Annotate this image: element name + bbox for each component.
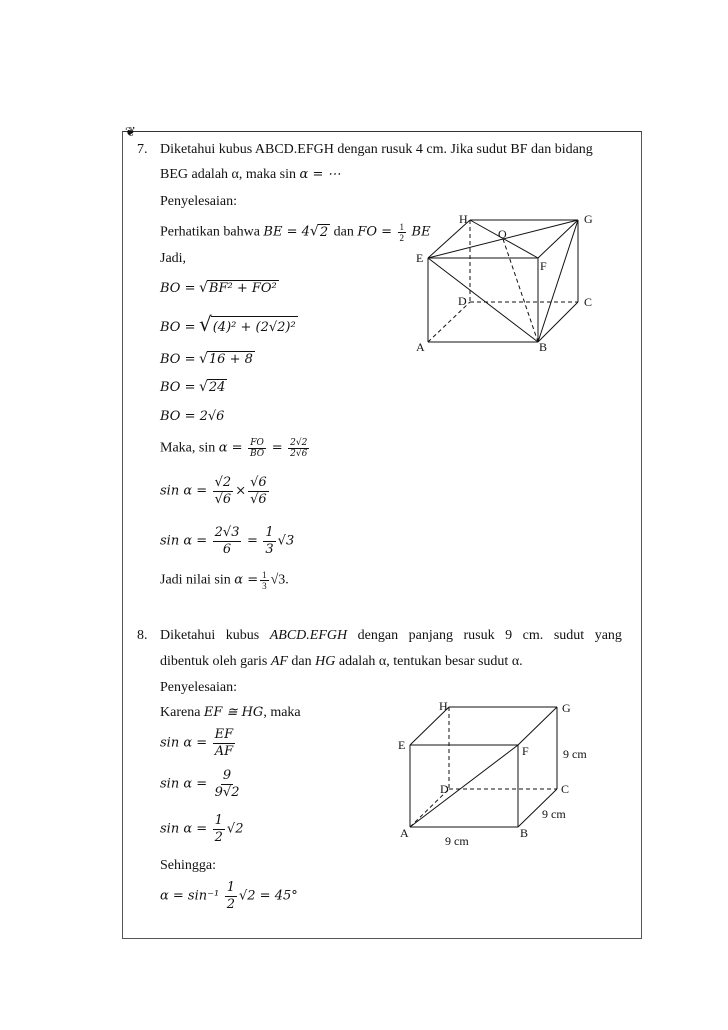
q7-perhatikan-line: Perhatikan bahwa BE = 4√2 dan FO = $\frac{1}{2}$ BE (160, 222, 431, 243)
q8-number: 8. (137, 628, 148, 643)
label-h: H (439, 699, 448, 713)
edge-fg (518, 707, 557, 745)
q7-line1: Diketahui kubus ABCD.EFGH dengan rusuk 4 cm. Jika sudut BF dan bidang (160, 142, 593, 157)
q8-cube-diagram (392, 697, 607, 852)
q8-sin2: sin α = $\frac{9}{9√2}$ (160, 768, 240, 800)
q7-sin1-frac1: $\frac{√2}{√6}$ (214, 475, 232, 507)
q7-penyelesaian: Penyelesaian: (160, 194, 237, 209)
q7-perhatikan: Perhatikan bahwa (160, 224, 260, 240)
q8-line1: Diketahui kubus ABCD.EFGH dengan panjang rusuk 9 cm. sudut yang (160, 628, 622, 643)
q7-maka-frac2: $\frac{2√2}{2√6}$ (290, 438, 308, 459)
q7-be-eq: BE = 4 (263, 224, 310, 240)
label-c: C (584, 295, 593, 309)
q7-fo-frac: $\frac{1}{2}$ (399, 222, 405, 243)
label-f: F (522, 744, 529, 758)
q7-fo-be: BE (411, 224, 431, 240)
label-b: B (539, 340, 548, 354)
edge-ad (428, 302, 470, 342)
q7-sin1: sin α = $\frac{√2}{√6}$ × $\frac{√6}{√6}$ (160, 475, 267, 507)
q8-sin3-frac: $\frac{1}{2}$ (214, 813, 223, 845)
label-a: A (416, 340, 425, 354)
q8-line2: dibentuk oleh garis AF dan HG adalah α, tentukan besar sudut α. (160, 654, 523, 669)
q7-fo-eq: FO = (357, 224, 393, 240)
label-o: O (498, 227, 507, 241)
q8-final: α = sin⁻¹ $\frac{1}{2}$ √2 = 45° (160, 880, 298, 912)
q7-number: 7. (137, 142, 148, 157)
q7-maka: Maka, sin α = $\frac{FO}{BO}$ = $\frac{2√2}{2√6}$ (160, 438, 308, 459)
q8-sin2-frac: $\frac{9}{9√2}$ (214, 768, 240, 800)
q8-final-frac: $\frac{1}{2}$ (226, 880, 235, 912)
q7-cube-diagram (410, 205, 610, 355)
edge-label-fg: 9 cm (563, 747, 587, 761)
q7-bo4: BO = √24 (160, 379, 226, 395)
q7-sin2-frac2: $\frac{1}{3}$ (265, 525, 274, 557)
q7-jadi-nilai: Jadi nilai sin α = $\frac{1}{3}$ √3. (160, 570, 289, 591)
q7-bo2: BO = √(4)² + (2√2)² (160, 312, 296, 336)
q7-sin1-frac2: $\frac{√6}{√6}$ (250, 475, 267, 507)
diag-gb (538, 220, 578, 342)
q8-karena: Karena EF ≅ HG, maka (160, 705, 301, 720)
label-e: E (398, 738, 406, 752)
q7-line2-math: α = ⋯ (299, 167, 341, 182)
q7-bo5: BO = 2√6 (160, 409, 225, 424)
label-e: E (416, 251, 424, 265)
label-c: C (561, 782, 570, 796)
q7-line2-text: BEG adalah α, maka sin (160, 167, 297, 182)
diag-af (410, 745, 518, 827)
q8-sehingga: Sehingga: (160, 858, 216, 873)
label-g: G (562, 701, 571, 715)
q8-sin3: sin α = $\frac{1}{2}$ √2 (160, 813, 244, 845)
label-f: F (540, 259, 547, 273)
edge-label-ab: 9 cm (445, 834, 469, 848)
label-g: G (584, 212, 593, 226)
label-d: D (458, 294, 467, 308)
q7-sin2-frac1: $\frac{2√3}{6}$ (214, 525, 240, 557)
label-a: A (400, 826, 409, 840)
q7-jadi: Jadi, (160, 251, 187, 266)
label-h: H (459, 212, 468, 226)
q7-line2 (160, 166, 340, 184)
diag-ob (503, 239, 538, 342)
q7-be-rad: 2 (319, 224, 329, 240)
label-b: B (520, 826, 529, 840)
q8-sin1-frac: $\frac{EF}{AF}$ (214, 727, 234, 759)
edge-label-bc: 9 cm (542, 807, 566, 821)
q8-penyelesaian: Penyelesaian: (160, 680, 237, 695)
q7-bo3: BO = √16 + 8 (160, 351, 253, 367)
diag-eb (428, 258, 538, 342)
q8-sin1: sin α = $\frac{EF}{AF}$ (160, 727, 234, 759)
q7-sin2: sin α = $\frac{2√3}{6}$ = $\frac{1}{3}$ √3 (160, 525, 295, 557)
q7-bo1: BO = √BF² + FO² (160, 280, 277, 296)
q7-dan: dan (333, 224, 354, 240)
label-d: D (440, 782, 449, 796)
corner-ornament-icon: ❦ (125, 124, 136, 139)
edge-bc (538, 302, 578, 342)
q7-maka-frac1: $\frac{FO}{BO}$ (250, 438, 265, 459)
q7-jadi-frac: $\frac{1}{3}$ (262, 570, 267, 591)
